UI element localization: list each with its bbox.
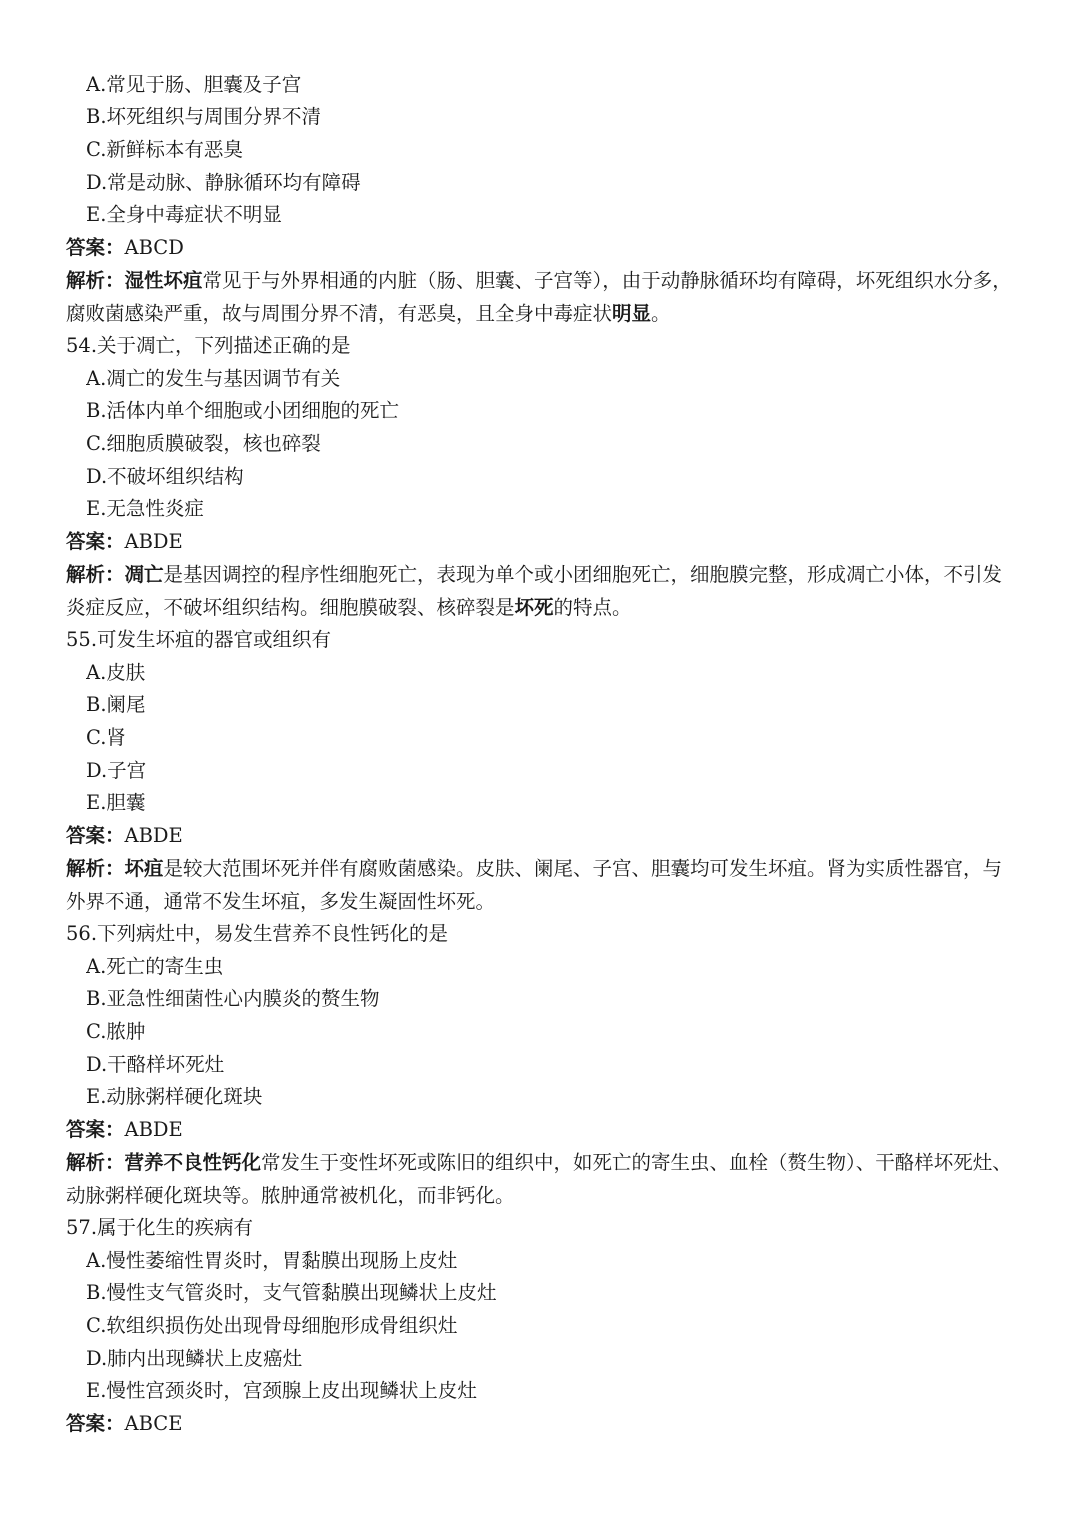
q53-analysis-emphasis: 明显 — [612, 302, 652, 325]
q55-analysis-term: 坏疽 — [124, 857, 164, 880]
q55-answer — [66, 819, 1016, 852]
q57-option-e: E.慢性宫颈炎时，宫颈腺上皮出现鳞状上皮灶 — [86, 1379, 477, 1402]
q54-option-d: D.不破坏组织结构 — [86, 465, 244, 488]
q55-option-c: C.肾 — [86, 726, 126, 749]
q55-stem: 55.可发生坏疽的器官或组织有 — [66, 628, 332, 651]
q53-option-b: B.坏死组织与周围分界不清 — [86, 105, 322, 128]
analysis-label: 解析： — [66, 269, 125, 292]
answer-label: 答案： — [66, 1118, 125, 1141]
q53-option-d: D.常是动脉、静脉循环均有障碍 — [86, 171, 361, 194]
q56-option-e: E.动脉粥样硬化斑块 — [86, 1085, 263, 1108]
analysis-label: 解析： — [66, 857, 125, 880]
q56-option-a: A.死亡的寄生虫 — [86, 955, 224, 978]
q56-answer-value: ABDE — [124, 1118, 183, 1141]
q53-option-a: A.常见于肠、胆囊及子宫 — [86, 73, 302, 96]
q54-option-c: C.细胞质膜破裂，核也碎裂 — [86, 432, 321, 455]
q55-option-e: E.胆囊 — [86, 791, 146, 814]
q56-analysis — [66, 1146, 1016, 1212]
q54-analysis-term: 凋亡 — [124, 563, 164, 586]
q53-analysis — [66, 264, 1016, 330]
answer-label: 答案： — [66, 1412, 125, 1435]
q53-answer — [66, 231, 1016, 264]
answer-label: 答案： — [66, 824, 125, 847]
q56-answer — [66, 1113, 1016, 1146]
q54-analysis — [66, 558, 1016, 624]
q56-analysis-term: 营养不良性钙化 — [124, 1151, 262, 1174]
q54-option-b: B.活体内单个细胞或小团细胞的死亡 — [86, 399, 400, 422]
q56-analysis-text: 常发生于变性坏死或陈旧的组织中，如死亡的寄生虫、血栓（赘生物）、干酪样坏死灶、动脉粥样硬化斑块等。脓肿通常被机化，而非钙化。 — [66, 1151, 1012, 1207]
q56-option-d: D.干酪样坏死灶 — [86, 1053, 225, 1076]
q55-option-b: B.阑尾 — [86, 693, 146, 716]
q57-stem: 57.属于化生的疾病有 — [66, 1216, 254, 1239]
q55-option-d: D.子宫 — [86, 759, 147, 782]
q55-option-a: A.皮肤 — [86, 661, 146, 684]
q57-option-b: B.慢性支气管炎时，支气管黏膜出现鳞状上皮灶 — [86, 1281, 497, 1304]
q56-option-b: B.亚急性细菌性心内膜炎的赘生物 — [86, 987, 380, 1010]
q54-analysis-end: 的特点。 — [553, 596, 632, 619]
answer-label: 答案： — [66, 530, 125, 553]
q57-option-c: C.软组织损伤处出现骨母细胞形成骨组织灶 — [86, 1314, 458, 1337]
q54-answer-value: ABDE — [124, 530, 183, 553]
q55-answer-value: ABDE — [124, 824, 183, 847]
q53-analysis-end: 。 — [651, 302, 671, 325]
q55-analysis-text: 是较大范围坏死并伴有腐败菌感染。皮肤、阑尾、子宫、胆囊均可发生坏疽。肾为实质性器官，与外界不通，通常不发生坏疽，多发生凝固性坏死。 — [66, 857, 1003, 913]
q53-analysis-term: 湿性坏疽 — [124, 269, 203, 292]
q54-stem: 54.关于凋亡，下列描述正确的是 — [66, 334, 351, 357]
q57-answer — [66, 1407, 1016, 1440]
q54-option-a: A.凋亡的发生与基因调节有关 — [86, 367, 341, 390]
q57-option-a: A.慢性萎缩性胃炎时，胃黏膜出现肠上皮灶 — [86, 1249, 458, 1272]
q57-option-d: D.肺内出现鳞状上皮癌灶 — [86, 1347, 303, 1370]
q53-analysis-text: 常见于与外界相通的内脏（肠、胆囊、子宫等），由于动静脉循环均有障碍，坏死组织水分多，腐败菌感染严重，故与周围分界不清，有恶臭，且全身中毒症状 — [66, 269, 1012, 325]
q57-answer-value: ABCE — [124, 1412, 183, 1435]
analysis-label: 解析： — [66, 1151, 125, 1174]
q53-option-e: E.全身中毒症状不明显 — [86, 203, 282, 226]
q56-stem: 56.下列病灶中，易发生营养不良性钙化的是 — [66, 922, 449, 945]
answer-label: 答案： — [66, 236, 125, 259]
q54-option-e: E.无急性炎症 — [86, 497, 204, 520]
q56-option-c: C.脓肿 — [86, 1020, 146, 1043]
analysis-label: 解析： — [66, 563, 125, 586]
q55-analysis — [66, 852, 1016, 918]
q53-option-c: C.新鲜标本有恶臭 — [86, 138, 243, 161]
q54-answer — [66, 525, 1016, 558]
q54-analysis-emphasis: 坏死 — [514, 596, 554, 619]
q53-answer-value: ABCD — [124, 236, 184, 259]
q54-analysis-text: 是基因调控的程序性细胞死亡，表现为单个或小团细胞死亡，细胞膜完整，形成凋亡小体，不引发炎症反应，不破坏组织结构。细胞膜破裂、核碎裂是 — [66, 563, 1003, 619]
